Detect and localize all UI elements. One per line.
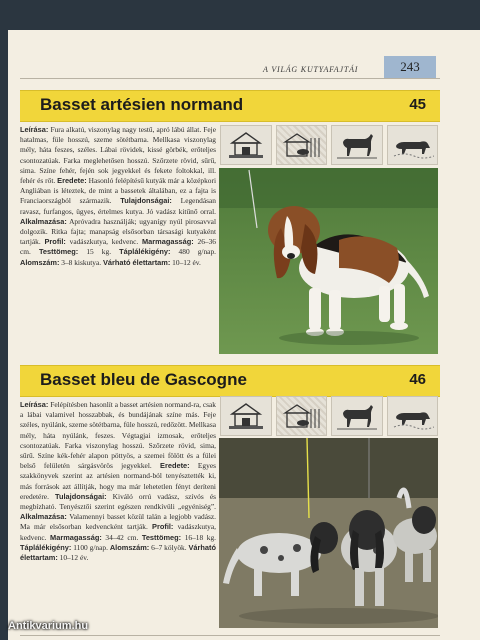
breed-number: 45 (409, 96, 426, 113)
breed-photo-45 (219, 168, 438, 354)
field-text: Valamennyi basset közül talán a legjobb vadász. Ma már elsősorban kedvencként tartják. (20, 512, 216, 532)
page-number: 243 (384, 56, 436, 78)
field-text: 34–42 cm. (101, 532, 142, 542)
doghouse-icon (220, 396, 272, 436)
field-label: Leírása: (20, 400, 49, 409)
field-text: Felépítésben hasonlít a basset artésien normand-ra, csak a lábai valamivel hosszabbak, és bundájának színe más. Feje széles, nyúlánk, szeme sötétbarna, füle hosszú, redőzött. Mellkasa mély, háta nyúlánk, feszes. Végtagjai izmosak, erőteljes csontozatúak. Farka viszonylag hosszú. Szőrzete rövid, sima, sűrű. Színe kék-fehér alapon pöttyös, a szemei fölött és a fülei belső felületén sárgásvörös jegyekkel. (20, 400, 216, 471)
breed-banner-45 (20, 90, 440, 122)
field-label: Testtömeg: (141, 532, 182, 542)
field-text: Egyes szakkönyvek szerint az artésien normand-ból tenyésztették ki, más források azt állítják, hogy ma már lehetetlen fényt deríteni eredetére. (20, 461, 216, 501)
field-label: Táplálékigény: (119, 247, 171, 257)
breed-banner-46 (20, 365, 440, 397)
field-label: Testtömeg: (38, 247, 79, 257)
tracking-dog-icon (387, 125, 439, 165)
field-label: Táplálékigény: (20, 542, 72, 552)
breed-number: 46 (409, 371, 426, 388)
field-label: Tulajdonságai: (55, 491, 107, 501)
field-text: 10–12 év. (170, 257, 201, 267)
suitability-icons-46 (220, 396, 438, 434)
field-text: 26–36 cm. (20, 237, 217, 257)
field-text: 16–18 kg. (181, 532, 216, 542)
field-text: 1100 g/nap. (71, 542, 110, 552)
field-label: Marmagasság: (142, 237, 194, 247)
field-label: Profil: (152, 522, 174, 532)
field-text: Apróvadra használják; ugyanígy nyúl pirosavval dolgozik. Ritka fajta; manapság elsősorban társasági kutyaként tartják. (20, 216, 216, 247)
running-title: A VILÁG KUTYAFAJTÁI (263, 65, 359, 74)
field-label: Eredete: (57, 176, 87, 186)
hunting-dog-icon (331, 125, 383, 165)
watermark-text: Antikvarium.hu (8, 620, 89, 632)
field-label: Alkalmazása: (20, 512, 67, 522)
field-label: Tulajdonságai: (120, 196, 172, 206)
suitability-icons-45 (220, 125, 438, 163)
field-text: 10–12 év. (57, 553, 89, 563)
breed-photo-46 (219, 438, 438, 628)
kennel-icon (276, 125, 328, 165)
field-text: vadászkutya, kedvenc. (20, 522, 216, 542)
breed-title: Basset artésien normand (40, 95, 244, 114)
tracking-dog-icon (387, 396, 439, 436)
field-text: Fura alkatú, viszonylag nagy testű, apró lábú állat. Feje hatalmas, füle hosszú, szeme sötétbarna. Mellkasa viszonylag mély, háta feszes, széles. Lábai rövidek, kissé görbék, erőteljes csontozatúak. Farka meglehetősen hosszú. Szőrzete rövid, sűrű, sima. Színe fehér, fején sok jegyekkel és fekete foltokkal, ill. fehér és rőt. (20, 125, 216, 186)
field-label: Alomszám: (109, 542, 150, 552)
field-label: Várható élettartam: (20, 542, 216, 563)
field-text: 480 g/nap. (170, 247, 216, 257)
field-label: Alkalmazása: (20, 216, 67, 226)
field-text: 15 kg. (78, 247, 120, 257)
field-label: Leírása: (20, 125, 49, 134)
field-text: vadászkutya, kedvenc. (65, 237, 142, 247)
header-rule (20, 78, 440, 79)
field-label: Alomszám: (20, 257, 60, 267)
field-label: Marmagasság: (50, 532, 102, 542)
field-label: Várható élettartam: (102, 257, 171, 267)
breed-title: Basset bleu de Gascogne (40, 370, 247, 389)
field-text: Kiváló orrú vadász, szívós és megbízható. Tenyésztői szerint egészen rendkívüli „egyéniség”. (20, 491, 216, 512)
field-text: 6–7 kölyök. (149, 542, 189, 552)
breed-description-46 (20, 400, 216, 563)
hunting-dog-icon (331, 396, 383, 436)
field-text: Hasonló felépítésű kutyák már a középkori Angliában is léteztek, de mint a bassetek általában, ez a fajta is Franciaországból származik. (20, 176, 216, 206)
doghouse-icon (220, 125, 272, 165)
breed-description-45 (20, 125, 216, 268)
field-label: Eredete: (160, 461, 190, 471)
field-text: 3–8 kiskutya. (59, 257, 103, 267)
kennel-icon (276, 396, 328, 436)
field-label: Profil: (44, 237, 66, 247)
footer-rule (20, 635, 440, 636)
book-page (8, 30, 480, 640)
field-text: Legendásan ravasz, furfangos, ügyes, értelmes kutya. Jó vadász kitűnő orral. (20, 196, 216, 216)
